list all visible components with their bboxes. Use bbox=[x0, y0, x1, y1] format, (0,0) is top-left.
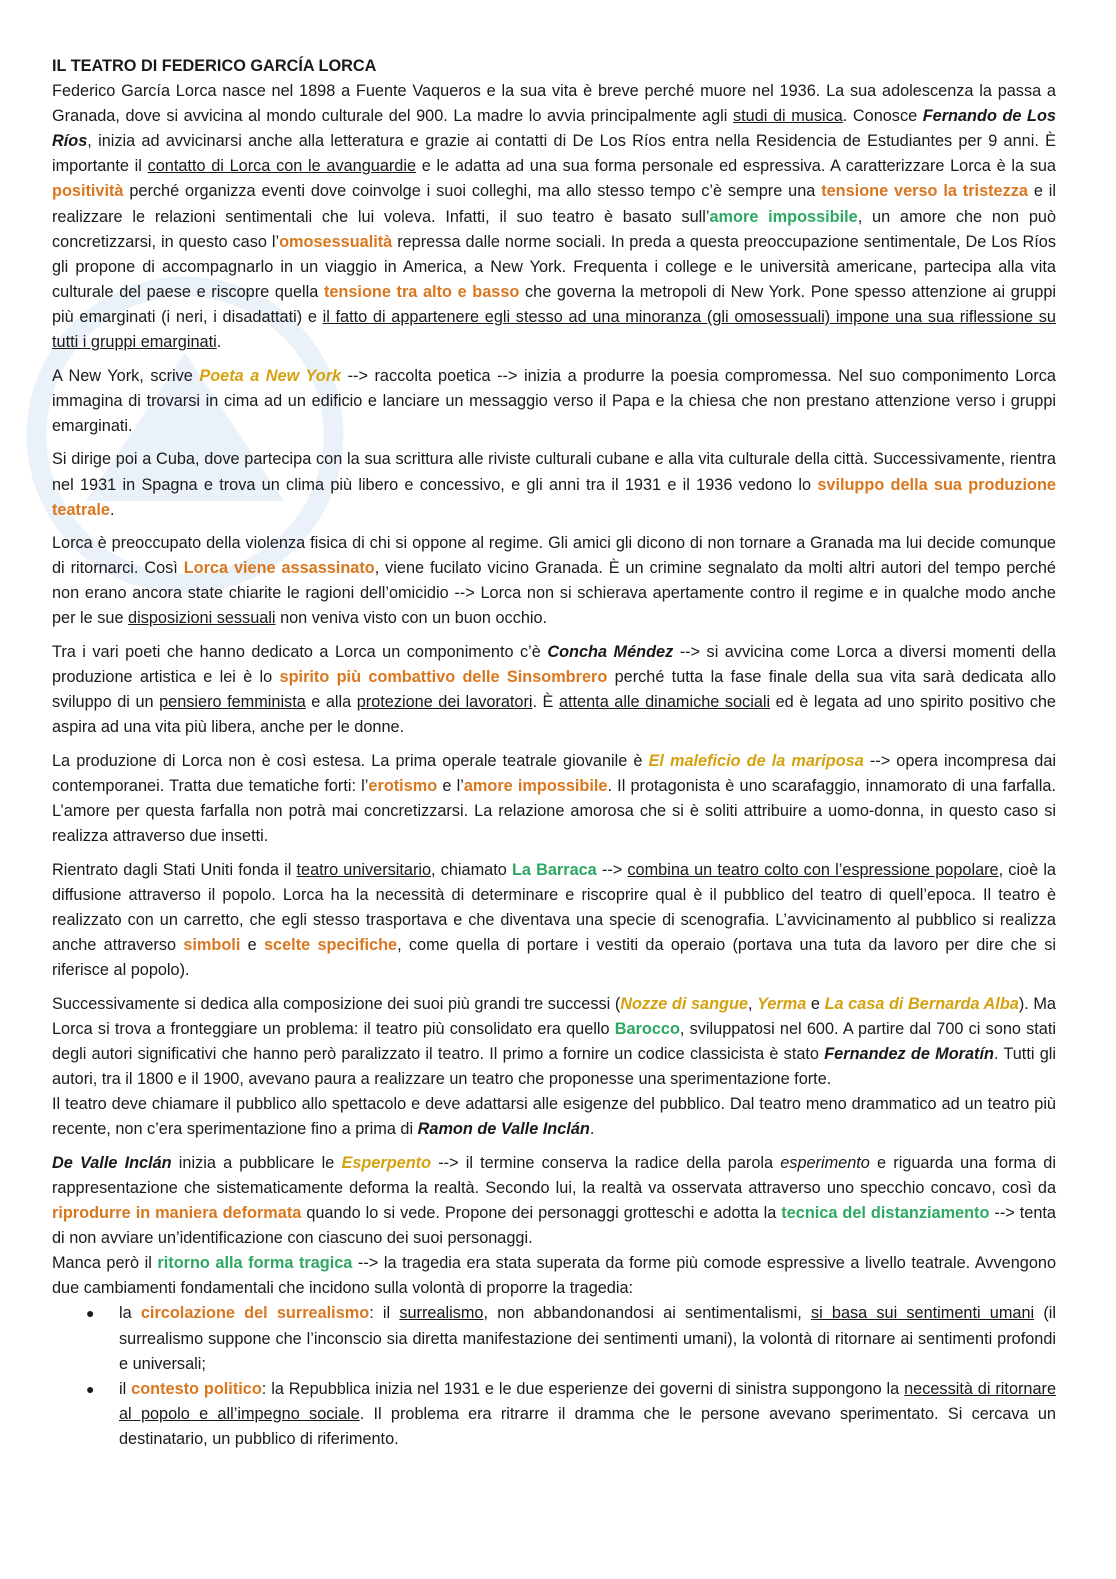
text: non veniva visto con un buon occhio. bbox=[275, 609, 548, 628]
work-title: Poeta a New York bbox=[199, 366, 342, 385]
text: : il bbox=[369, 1304, 400, 1323]
text: e alla bbox=[305, 693, 357, 712]
text: . bbox=[589, 1120, 595, 1139]
text: , inizia ad avvicinarsi anche alla letteratura e grazie ai contatti di De Los Ríos entra nella Residencia de Estudiantes per 9 anni. È importante il bbox=[52, 132, 1056, 176]
text: A New York, scrive bbox=[52, 366, 200, 385]
highlight-orange: circolazione del surrealismo bbox=[140, 1304, 370, 1323]
text: perché tutta la fase finale della sua vita sarà dedicata allo sviluppo di un bbox=[52, 668, 1056, 712]
text: la bbox=[119, 1304, 141, 1323]
text: ed è legata ad uno spirito positivo che aspira ad una vita più libera, anche per le donne. bbox=[52, 693, 1056, 737]
text: --> bbox=[596, 860, 628, 879]
paragraph-valle-inclan bbox=[52, 1151, 1056, 1251]
highlight-green: ritorno alla forma tragica bbox=[157, 1254, 353, 1273]
text: perché organizza eventi dove coinvolge i suoi colleghi, ma allo stesso tempo c’è sempre una bbox=[123, 182, 822, 201]
work-title: La casa di Bernarda Alba bbox=[824, 994, 1019, 1013]
text: . Il protagonista è uno scarafaggio, innamorato di una farfalla. L’amore per questa farfalla non potrà mai concretizzarsi. La relazione amorosa che si è soliti attribuire a uomo-donna, in questo caso si realizza attraverso due insetti. bbox=[52, 777, 1056, 846]
text: e bbox=[240, 936, 264, 955]
underline-text: pensiero femminista bbox=[159, 693, 306, 712]
highlight-green: amore impossibile bbox=[709, 207, 858, 226]
underline-text: il fatto di appartenere egli stesso ad una minoranza (gli omosessuali) impone una sua riflessione su tutti i gruppi emarginati bbox=[52, 307, 1056, 352]
name-text: De Valle Inclán bbox=[52, 1153, 172, 1172]
underline-text: surrealismo bbox=[399, 1304, 484, 1323]
paragraph-concha-mendez bbox=[52, 640, 1056, 740]
text: , non abbandonandosi ai sentimentalismi, bbox=[483, 1304, 811, 1323]
text: Federico García Lorca nasce nel 1898 a Fuente Vaqueros e la sua vita è breve perché muore nel 1936. La sua adolescenza la passa a Granada, dove si avvicina al mondo culturale del 900. La madre lo avvia principalmente agli bbox=[52, 82, 1056, 126]
underline-text: contatto di Lorca con le avanguardie bbox=[147, 157, 417, 176]
text: , bbox=[747, 994, 758, 1013]
paragraph-pubblico bbox=[52, 1092, 1056, 1142]
highlight-orange: riprodurre in maniera deformata bbox=[52, 1204, 302, 1223]
text: (il surrealismo suppone che l’inconscio sia diretta manifestazione dei sentimenti umani), la volontà di ritornare ai sentimenti profondi e universali; bbox=[119, 1304, 1056, 1373]
underline-text: teatro universitario bbox=[296, 860, 432, 879]
text: il bbox=[119, 1379, 132, 1398]
work-title: Esperpento bbox=[341, 1153, 432, 1172]
text: , chiamato bbox=[431, 860, 512, 879]
text: e riguarda una forma di rappresentazione che sistematicamente deforma la realtà. Secondo lui, la realtà va osservata attraverso uno specchio concavo, così da bbox=[52, 1153, 1056, 1197]
text: , viene fucilato vicino Granada. È un crimine segnalato da molti altri autori del tempo perché non erano ancora state chiarite le ragioni dell’omicidio --> Lorca non si schierava apertamente contro il regime e in qualche modo anche per le sue bbox=[52, 559, 1056, 628]
text: --> raccolta poetica --> inizia a produrre la poesia compromessa. Nel suo componimento Lorca immagina di trovarsi in cima ad un edificio e lanciare un messaggio verso il Papa e la chiesa che non prestano attenzione verso i gruppi emarginati. bbox=[52, 366, 1056, 435]
list-item bbox=[86, 1301, 1056, 1376]
text: --> il termine conserva la radice della parola bbox=[431, 1153, 781, 1172]
highlight-orange: positività bbox=[52, 182, 124, 201]
name-text: Concha Méndez bbox=[547, 643, 674, 662]
highlight-orange: omosessualità bbox=[279, 232, 393, 251]
highlight-orange: contesto politico bbox=[131, 1379, 262, 1398]
text: Si dirige poi a Cuba, dove partecipa con la sua scrittura alle riviste culturali cubane e alla vita culturale della città. Successivamente, rientra nel 1931 in Spagna e trova un clima più libero e concessivo, e gli anni tra il 1931 e il 1936 vedono lo bbox=[52, 450, 1056, 494]
highlight-green: La Barraca bbox=[511, 860, 597, 879]
paragraph-la-barraca bbox=[52, 858, 1056, 983]
highlight-orange: erotismo bbox=[368, 777, 438, 796]
highlight-orange: Lorca viene assassinato bbox=[183, 559, 375, 578]
text: Il teatro deve chiamare il pubblico allo spettacolo e deve adattarsi alle esigenze del pubblico. Dal teatro meno drammatico ad un teatro più recente, non c’era sperimentazione fino a prima di bbox=[52, 1095, 1056, 1139]
text: repressa dalle norme sociali. In preda a questa preoccupazione sentimentale, De Los Ríos gli propone di accompagnarlo in un viaggio in America, a New York. Frequenta i college e le università americane, partecipa alla vita culturale del paese e riscopre quella bbox=[52, 232, 1056, 301]
work-title: Nozze di sangue bbox=[620, 994, 748, 1013]
text: . Il problema era ritrarre il dramma che le persone avevano sperimentato. Si cercava un destinatario, un pubblico di riferimento. bbox=[119, 1404, 1056, 1448]
bullet-icon: ● bbox=[86, 1380, 95, 1397]
text: , cioè la diffusione attraverso il popolo. Lorca ha la necessità di determinare e riscoprire qual è il pubblico del teatro di quell’epoca. Il teatro è realizzato con un carretto, che egli stesso trasportava e che diventava una specie di scenografia. L’avvicinamento al pubblico si realizza anche attraverso bbox=[52, 860, 1056, 955]
highlight-orange: simboli bbox=[183, 936, 241, 955]
text: Successivamente si dedica alla composizione dei suoi più grandi tre successi ( bbox=[52, 994, 621, 1013]
underline-text: studi di musica bbox=[732, 107, 843, 126]
paragraph-maleficio bbox=[52, 749, 1056, 849]
text: La produzione di Lorca non è così estesa. La prima operale teatrale giovanile è bbox=[52, 751, 649, 770]
text: ). Ma Lorca si trova a fronteggiare un problema: il teatro più consolidato era quello bbox=[52, 994, 1056, 1038]
text: , come quella di portare i vestiti da operaio (portava una tuta da lavoro per dire che si riferisce al popolo). bbox=[52, 936, 1056, 980]
highlight-orange: spirito più combattivo delle Sinsombrero bbox=[279, 668, 608, 687]
text: . bbox=[109, 500, 115, 519]
text: e il realizzare le relazioni sentimentali che lui voleva. Infatti, il suo teatro è basato sull’ bbox=[52, 182, 1056, 226]
name-text: Fernandez de Moratín bbox=[824, 1044, 994, 1063]
text: Rientrato dagli Stati Uniti fonda il bbox=[52, 860, 297, 879]
text: --> opera incompresa dai contemporanei. Tratta due tematiche forti: l’ bbox=[52, 751, 1056, 796]
name-text: Fernando de Los Ríos bbox=[52, 107, 1056, 151]
document-page bbox=[52, 54, 1056, 1452]
underline-text: protezione dei lavoratori bbox=[356, 693, 533, 712]
paragraph-death bbox=[52, 531, 1056, 631]
text: , un amore che non può concretizzarsi, in questo caso l’ bbox=[52, 207, 1057, 251]
underline-text: combina un teatro colto con l’espressione popolare bbox=[627, 860, 999, 879]
underline-text: necessità di ritornare al popolo e all’impegno sociale bbox=[119, 1379, 1057, 1423]
text: Tra i vari poeti che hanno dedicato a Lorca un componimento c’è bbox=[52, 643, 548, 662]
text: --> si avvicina come Lorca a diversi momenti della produzione artistica e lei è lo bbox=[52, 643, 1056, 687]
work-title: Yerma bbox=[757, 994, 807, 1013]
text: e bbox=[806, 994, 825, 1013]
paragraph-new-york bbox=[52, 364, 1056, 439]
text: , sviluppatosi nel 600. A partire dal 700 ci sono stati degli autori significativi che hanno però paralizzato il teatro. Il primo a fornire un codice classicista è stato bbox=[52, 1019, 1056, 1063]
paragraph-biography bbox=[52, 79, 1056, 355]
highlight-green: tecnica del distanziamento bbox=[781, 1204, 990, 1223]
paragraph-successi bbox=[52, 992, 1056, 1092]
underline-text: attenta alle dinamiche sociali bbox=[558, 693, 771, 712]
name-text: Ramon de Valle Inclán bbox=[417, 1120, 590, 1139]
text: inizia a pubblicare le bbox=[171, 1153, 342, 1172]
text: . Tutti gli autori, tra il 1800 e il 1900, avevano paura a realizzare un teatro che proponesse una sperimentazione forte. bbox=[52, 1044, 1057, 1089]
list-item bbox=[86, 1377, 1057, 1452]
highlight-green: Barocco bbox=[614, 1019, 680, 1038]
text: e le adatta ad una sua forma personale ed espressiva. A caratterizzare Lorca è la sua bbox=[416, 157, 1056, 176]
text: : la Repubblica inizia nel 1931 e le due esperienze dei governi di sinistra suppongono la bbox=[261, 1379, 905, 1398]
text: --> la tragedia era stata superata da forme più comode espressive a livello teatrale. Avvengono due cambiamenti fondamentali che incidono sulla volontà di proporre la tragedia: bbox=[52, 1254, 1057, 1298]
bullet-icon: ● bbox=[86, 1305, 95, 1322]
text: . bbox=[216, 333, 222, 352]
underline-text: disposizioni sessuali bbox=[128, 609, 276, 628]
text: e l’ bbox=[437, 777, 464, 796]
text: . È bbox=[532, 693, 559, 712]
bullet-list bbox=[52, 1301, 1056, 1452]
document-title: IL TEATRO DI FEDERICO GARCÍA LORCA bbox=[52, 57, 377, 75]
text: Manca però il bbox=[52, 1254, 158, 1273]
text: --> tenta di non avviare un’identificazione con ciascuno dei suoi personaggi. bbox=[52, 1204, 1056, 1248]
text: . Conosce bbox=[842, 107, 923, 126]
highlight-orange: sviluppo della sua produzione teatrale bbox=[52, 475, 1056, 519]
paragraph-tragedia bbox=[52, 1251, 1056, 1301]
highlight-orange: tensione tra alto e basso bbox=[323, 282, 520, 301]
work-title: El maleficio de la mariposa bbox=[648, 751, 864, 770]
highlight-orange: scelte specifiche bbox=[264, 936, 398, 955]
underline-text: si basa sui sentimenti umani bbox=[810, 1304, 1035, 1323]
paragraph-cuba bbox=[52, 447, 1056, 522]
text: Lorca è preoccupato della violenza fisica di chi si oppone al regime. Gli amici gli dicono di non tornare a Granada ma lui decide comunque di ritornarci. Così bbox=[52, 534, 1056, 578]
text: che governa la metropoli di New York. Pone spesso attenzione ai gruppi più emarginati (i neri, i disadattati) e bbox=[52, 282, 1056, 326]
highlight-orange: amore impossibile bbox=[463, 777, 608, 796]
highlight-orange: tensione verso la tristezza bbox=[821, 182, 1028, 201]
text: quando lo si vede. Propone dei personaggi grotteschi e adotta la bbox=[301, 1204, 782, 1223]
italic-text: esperimento bbox=[780, 1153, 870, 1172]
